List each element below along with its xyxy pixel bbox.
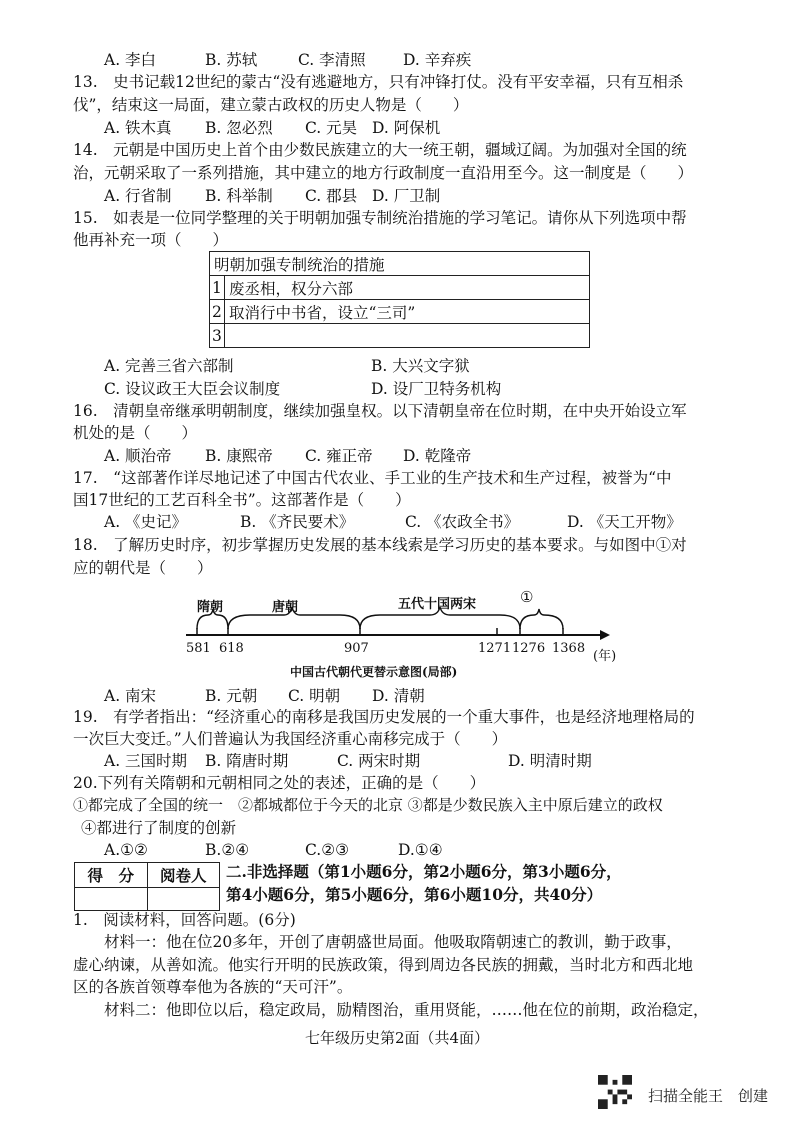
q18-option-c: C. 明朝 xyxy=(288,687,341,705)
q15-stem-line1: 15. 如表是一位同学整理的关于明朝加强专制统治措施的学习笔记。请你从下列选项中帮 xyxy=(73,209,687,227)
q15-notes-table xyxy=(209,251,590,348)
q16-option-c: C. 雍正帝 xyxy=(305,447,373,465)
q13-stem-line1: 13. 史书记载12世纪的蒙古“没有逃避地方，只有冲锋打仗。没有平安幸福，只有互相杀 xyxy=(73,73,684,91)
timeline-tick-1368: 1368 xyxy=(552,641,586,656)
q15-stem-line2: 他再补充一项（ ） xyxy=(73,231,229,249)
table-row xyxy=(210,276,590,300)
q17-option-b: B. 《齐民要术》 xyxy=(240,513,355,531)
page-footer: 七年级历史第2面（共4面） xyxy=(304,1029,490,1047)
section2-heading-line2: 第4小题6分，第5小题6分，第6小题10分，共40分） xyxy=(226,885,603,904)
q14-stem-line1: 14. 元朝是中国历史上首个由少数民族建立的大一统王朝，疆域辽阔。为加强对全国的统 xyxy=(73,141,687,159)
q13-option-c: C. 元昊 xyxy=(305,119,358,137)
q20-stem-line1: 20.下列有关隋朝和元朝相同之处的表述，正确的是（ ） xyxy=(73,774,486,792)
p1-material1-line3: 区的各族首领尊奉他为各族的“天可汗”。 xyxy=(73,978,353,996)
timeline-tick-618: 618 xyxy=(219,641,244,656)
table-cell-text: 废丞相，权分六部 xyxy=(225,276,590,300)
q17-stem-line2: 国17世纪的工艺百科全书”。这部著作是（ ） xyxy=(73,491,411,509)
timeline-unit: (年) xyxy=(593,649,617,664)
q17-option-d: D. 《天工开物》 xyxy=(567,513,682,531)
grader-cell-label: 阅卷人 xyxy=(147,863,220,888)
q19-option-b: B. 隋唐时期 xyxy=(205,752,289,770)
grader-cell-value xyxy=(147,888,220,911)
q13-option-d: D. 阿保机 xyxy=(372,119,441,137)
q18-option-d: D. 清朝 xyxy=(372,687,425,705)
score-table xyxy=(74,862,220,911)
q18-stem-line2: 应的朝代是（ ） xyxy=(73,559,213,577)
q16-option-b: B. 康熙帝 xyxy=(205,447,273,465)
q15-option-b: B. 大兴文字狱 xyxy=(371,357,470,375)
q17-stem-line1: 17. “这部著作详尽地记述了中国古代农业、手工业的生产技术和生产过程，被誉为“中 xyxy=(73,469,672,487)
q19-stem-line2: 一次巨大变迁。”人们普遍认为我国经济重心南移完成于（ ） xyxy=(73,730,508,748)
p1-material1-line1: 材料一：他在位20多年，开创了唐朝盛世局面。他吸取隋朝速亡的教训，勤于政事， xyxy=(104,933,682,951)
qr-code-icon xyxy=(598,1075,632,1109)
q12-option-d: D. 辛弃疾 xyxy=(403,51,472,69)
p1-question: 1. 阅读材料，回答问题。(6分) xyxy=(73,911,296,929)
table-cell-text: 取消行中书省，设立“三司” xyxy=(225,300,590,324)
timeline-label-circled-1: ① xyxy=(520,588,534,606)
timeline-tick-1271: 1271 xyxy=(478,641,512,656)
q17-option-a: A. 《史记》 xyxy=(104,513,188,531)
q14-stem-line2: 治，元朝采取了一系列措施，其中建立的地方行政制度一直沿用至今。这一制度是（ ） xyxy=(73,164,694,182)
table-cell-num: 2 xyxy=(210,300,225,324)
q13-stem-line2: 伐”，结束这一局面，建立蒙古政权的历史人物是（ ） xyxy=(73,96,469,114)
timeline-tick-907: 907 xyxy=(344,641,369,656)
q15-table-header: 明朝加强专制统治的措施 xyxy=(210,252,590,276)
q15-option-c: C. 设议政王大臣会议制度 xyxy=(104,380,281,398)
table-cell-text xyxy=(225,324,590,348)
q20-stem-line2: ①都完成了全国的统一 ②都城都位于今天的北京 ③都是少数民族入主中原后建立的政权 xyxy=(73,796,663,814)
q19-stem-line1: 19. 有学者指出：“经济重心的南移是我国历史发展的一个重大事件，也是经济地理格局的 xyxy=(73,708,695,726)
q14-option-c: C. 郡县 xyxy=(305,187,358,205)
q20-option-d: D.①④ xyxy=(398,841,443,859)
q14-option-d: D. 厂卫制 xyxy=(372,187,441,205)
p1-material1-line2: 虚心纳谏，从善如流。他实行开明的民族政策，得到周边各民族的拥戴，当时北方和西北地 xyxy=(73,956,694,974)
q18-option-b: B. 元朝 xyxy=(205,687,258,705)
q12-option-c: C. 李清照 xyxy=(298,51,366,69)
timeline-tick-581: 581 xyxy=(186,641,211,656)
timeline-label-song: 五代十国两宋 xyxy=(398,597,477,612)
scanner-brand-text: 扫描全能王 创建 xyxy=(648,1087,769,1105)
q14-option-a: A. 行省制 xyxy=(104,187,172,205)
table-cell-num: 3 xyxy=(210,324,225,348)
q20-option-a: A.①② xyxy=(104,841,148,859)
q19-option-a: A. 三国时期 xyxy=(104,752,188,770)
q13-option-a: A. 铁木真 xyxy=(104,119,172,137)
q20-option-c: C.②③ xyxy=(305,841,350,859)
q19-option-d: D. 明清时期 xyxy=(508,752,592,770)
table-cell-num: 1 xyxy=(210,276,225,300)
timeline-tick-1276: 1276 xyxy=(512,641,546,656)
q18-option-a: A. 南宋 xyxy=(104,687,157,705)
score-cell-value xyxy=(75,888,148,911)
timeline-label-tang: 唐朝 xyxy=(272,600,299,615)
table-row xyxy=(210,300,590,324)
timeline-label-sui: 隋朝 xyxy=(197,600,224,615)
q13-option-b: B. 忽必烈 xyxy=(205,119,273,137)
p1-material2-line1: 材料二：他即位以后，稳定政局，励精图治，重用贤能，……他在位的前期，政治稳定， xyxy=(104,1001,709,1019)
q12-option-b: B. 苏轼 xyxy=(205,51,258,69)
q19-option-c: C. 两宋时期 xyxy=(337,752,421,770)
q14-option-b: B. 科举制 xyxy=(205,187,273,205)
q20-stem-line3: ④都进行了制度的创新 xyxy=(81,819,237,837)
q16-stem-line1: 16. 清朝皇帝继承明朝制度，继续加强皇权。以下清朝皇帝在位时期，在中央开始设立军 xyxy=(73,402,687,420)
q16-option-d: D. 乾隆帝 xyxy=(403,447,472,465)
q17-option-c: C. 《农政全书》 xyxy=(405,513,520,531)
score-cell-label: 得 分 xyxy=(75,863,148,888)
q16-option-a: A. 顺治帝 xyxy=(104,447,172,465)
section2-heading-line1: 二.非选择题（第1小题6分，第2小题6分，第3小题6分， xyxy=(226,862,622,881)
q15-option-d: D. 设厂卫特务机构 xyxy=(371,380,502,398)
q20-option-b: B.②④ xyxy=(205,841,250,859)
timeline-caption: 中国古代朝代更替示意图(局部) xyxy=(290,665,458,679)
q15-option-a: A. 完善三省六部制 xyxy=(104,357,234,375)
table-row xyxy=(210,324,590,348)
q12-option-a: A. 李白 xyxy=(104,51,157,69)
q16-stem-line2: 机处的是（ ） xyxy=(73,424,198,442)
q18-stem-line1: 18. 了解历史时序，初步掌握历史发展的基本线索是学习历史的基本要求。与如图中①对 xyxy=(73,536,687,554)
